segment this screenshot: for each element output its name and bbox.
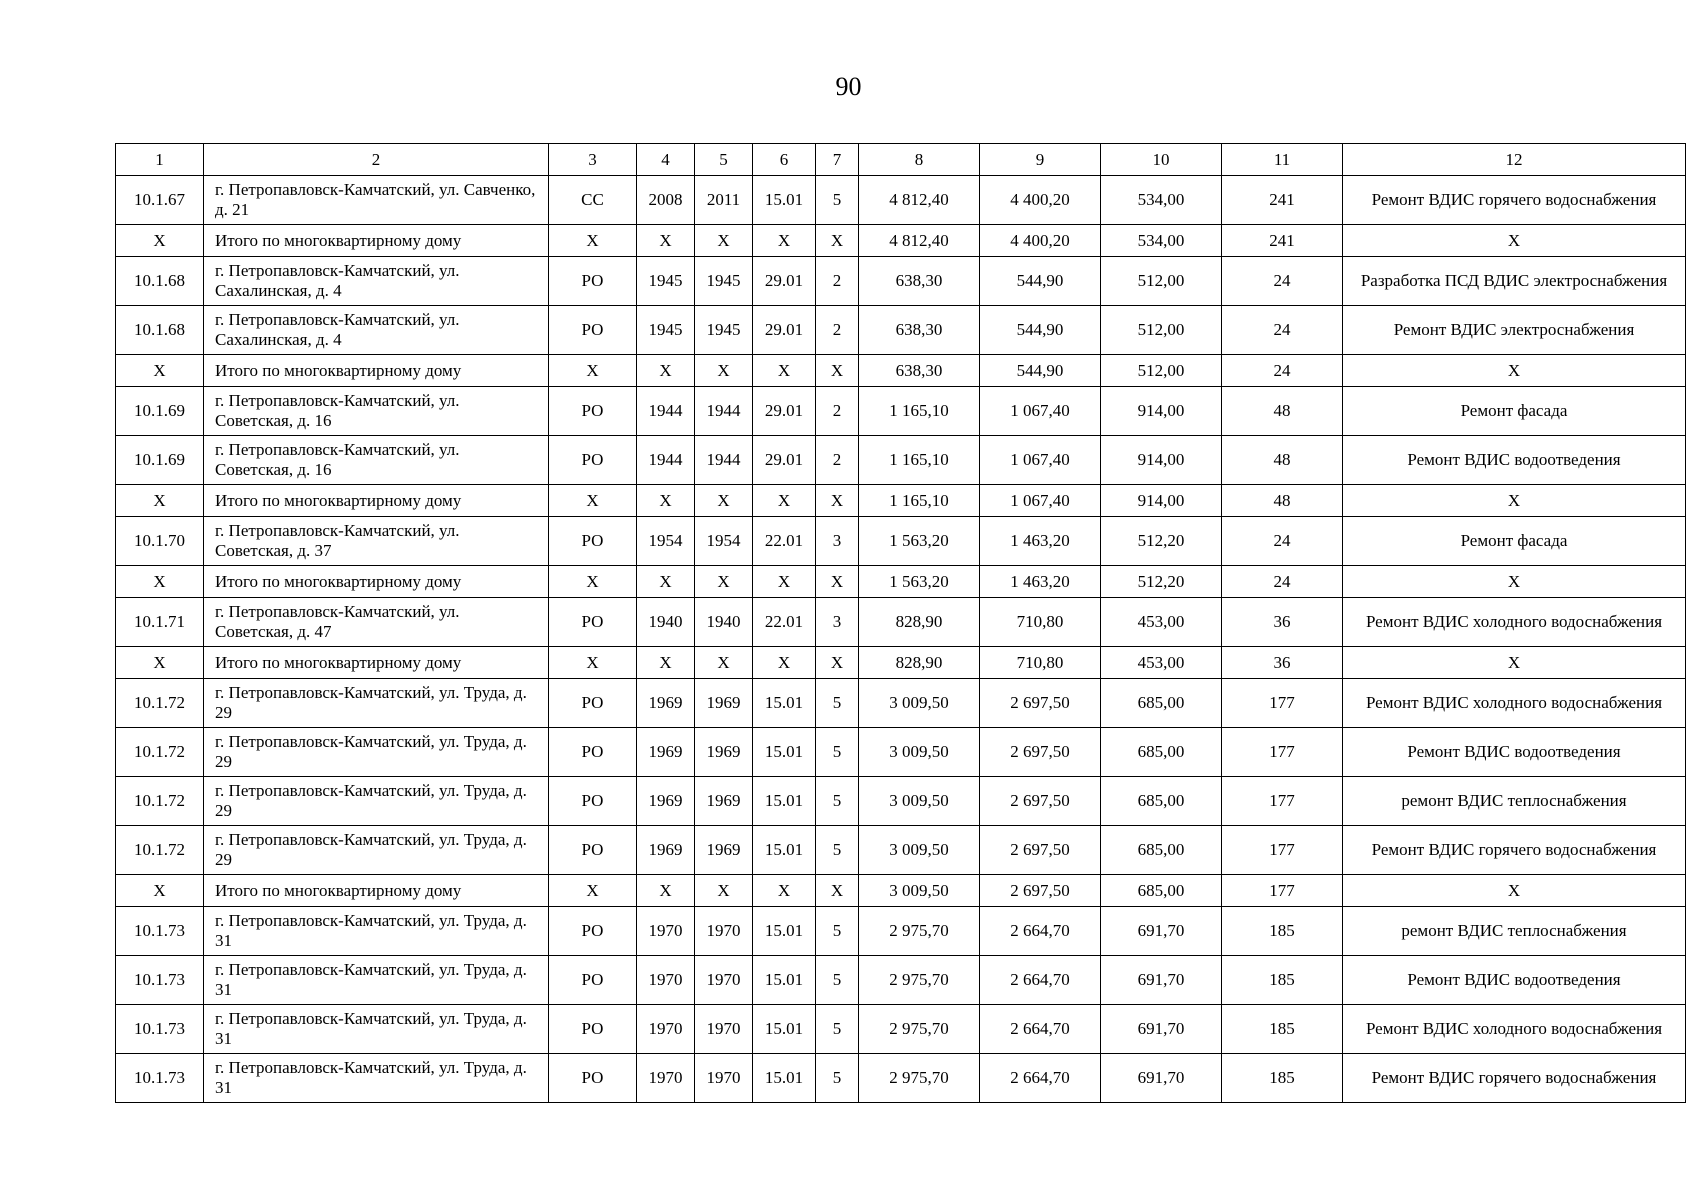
type-cell: РО: [549, 1005, 637, 1054]
year-commissioned-cell: 1945: [695, 257, 753, 306]
type-cell: РО: [549, 517, 637, 566]
year-built-cell: 1969: [637, 728, 695, 777]
residential-area-cell: 710,80: [980, 598, 1101, 647]
residents-cell: 185: [1222, 956, 1343, 1005]
residents-cell: 185: [1222, 1005, 1343, 1054]
table-row: [116, 907, 1686, 956]
address-cell: г. Петропавловск-Камчатский, ул. Советская, д. 16: [204, 387, 549, 436]
work-type-cell: Ремонт фасада: [1343, 387, 1686, 436]
address-cell: г. Петропавловск-Камчатский, ул. Труда, д. 29: [204, 728, 549, 777]
work-type-cell: Ремонт ВДИС холодного водоснабжения: [1343, 598, 1686, 647]
address-cell: г. Петропавловск-Камчатский, ул. Сахалинская, д. 4: [204, 306, 549, 355]
area-10-cell: 453,00: [1101, 598, 1222, 647]
total-area-cell: 3 009,50: [859, 777, 980, 826]
total-area-cell: 4 812,40: [859, 176, 980, 225]
address-cell: г. Петропавловск-Камчатский, ул. Труда, д. 31: [204, 907, 549, 956]
total-area-cell: 1 165,10: [859, 485, 980, 517]
column-number-cell: 7: [816, 144, 859, 176]
year-commissioned-cell: 1969: [695, 826, 753, 875]
wall-material-cell: 15.01: [753, 679, 816, 728]
type-cell: X: [549, 875, 637, 907]
floors-cell: X: [816, 647, 859, 679]
work-type-cell: Ремонт ВДИС горячего водоснабжения: [1343, 1054, 1686, 1103]
residents-cell: 24: [1222, 566, 1343, 598]
address-cell: г. Петропавловск-Камчатский, ул. Сахалинская, д. 4: [204, 257, 549, 306]
type-cell: X: [549, 566, 637, 598]
year-commissioned-cell: 1969: [695, 728, 753, 777]
total-area-cell: 1 563,20: [859, 566, 980, 598]
area-10-cell: 685,00: [1101, 728, 1222, 777]
work-type-cell: Ремонт ВДИС водоотведения: [1343, 956, 1686, 1005]
address-cell: г. Петропавловск-Камчатский, ул. Труда, д. 29: [204, 679, 549, 728]
wall-material-cell: 15.01: [753, 907, 816, 956]
residential-area-cell: 2 697,50: [980, 777, 1101, 826]
work-type-cell: X: [1343, 566, 1686, 598]
total-area-cell: 638,30: [859, 306, 980, 355]
table-row: [116, 598, 1686, 647]
residential-area-cell: 1 463,20: [980, 517, 1101, 566]
year-commissioned-cell: 1969: [695, 679, 753, 728]
year-commissioned-cell: X: [695, 225, 753, 257]
work-type-cell: Ремонт фасада: [1343, 517, 1686, 566]
total-area-cell: 828,90: [859, 598, 980, 647]
area-10-cell: 914,00: [1101, 485, 1222, 517]
wall-material-cell: 22.01: [753, 517, 816, 566]
address-cell: г. Петропавловск-Камчатский, ул. Савченко, д. 21: [204, 176, 549, 225]
total-row: [116, 225, 1686, 257]
residential-area-cell: 544,90: [980, 355, 1101, 387]
wall-material-cell: X: [753, 225, 816, 257]
wall-material-cell: X: [753, 355, 816, 387]
wall-material-cell: X: [753, 485, 816, 517]
area-10-cell: 512,00: [1101, 257, 1222, 306]
year-commissioned-cell: 1954: [695, 517, 753, 566]
residential-area-cell: 4 400,20: [980, 225, 1101, 257]
year-built-cell: 1970: [637, 956, 695, 1005]
year-built-cell: 1945: [637, 257, 695, 306]
type-cell: РО: [549, 956, 637, 1005]
floors-cell: 2: [816, 257, 859, 306]
item-number-cell: X: [116, 566, 204, 598]
wall-material-cell: 29.01: [753, 306, 816, 355]
wall-material-cell: X: [753, 566, 816, 598]
item-number-cell: 10.1.72: [116, 826, 204, 875]
column-number-cell: 2: [204, 144, 549, 176]
floors-cell: 5: [816, 1054, 859, 1103]
address-cell: Итого по многоквартирному дому: [204, 355, 549, 387]
work-type-cell: X: [1343, 875, 1686, 907]
total-area-cell: 2 975,70: [859, 907, 980, 956]
year-commissioned-cell: 1944: [695, 387, 753, 436]
work-type-cell: Ремонт ВДИС холодного водоснабжения: [1343, 1005, 1686, 1054]
item-number-cell: 10.1.70: [116, 517, 204, 566]
table-row: [116, 1054, 1686, 1103]
wall-material-cell: 15.01: [753, 956, 816, 1005]
year-built-cell: 1969: [637, 777, 695, 826]
address-cell: г. Петропавловск-Камчатский, ул. Труда, д. 29: [204, 777, 549, 826]
work-schedule-table: [115, 143, 1686, 1103]
floors-cell: 5: [816, 777, 859, 826]
area-10-cell: 512,00: [1101, 306, 1222, 355]
total-row: [116, 647, 1686, 679]
address-cell: г. Петропавловск-Камчатский, ул. Труда, д. 31: [204, 1005, 549, 1054]
type-cell: СС: [549, 176, 637, 225]
floors-cell: 5: [816, 956, 859, 1005]
residential-area-cell: 544,90: [980, 257, 1101, 306]
residents-cell: 36: [1222, 598, 1343, 647]
floors-cell: 5: [816, 1005, 859, 1054]
area-10-cell: 691,70: [1101, 1054, 1222, 1103]
year-built-cell: 1970: [637, 1005, 695, 1054]
wall-material-cell: 15.01: [753, 1005, 816, 1054]
total-area-cell: 2 975,70: [859, 1054, 980, 1103]
total-area-cell: 1 165,10: [859, 436, 980, 485]
total-area-cell: 638,30: [859, 257, 980, 306]
wall-material-cell: 29.01: [753, 387, 816, 436]
item-number-cell: 10.1.73: [116, 956, 204, 1005]
type-cell: РО: [549, 306, 637, 355]
column-number-cell: 4: [637, 144, 695, 176]
year-built-cell: X: [637, 485, 695, 517]
wall-material-cell: 29.01: [753, 257, 816, 306]
residential-area-cell: 4 400,20: [980, 176, 1101, 225]
type-cell: РО: [549, 387, 637, 436]
wall-material-cell: 15.01: [753, 826, 816, 875]
table-row: [116, 517, 1686, 566]
work-type-cell: Ремонт ВДИС горячего водоснабжения: [1343, 176, 1686, 225]
address-cell: Итого по многоквартирному дому: [204, 647, 549, 679]
wall-material-cell: X: [753, 875, 816, 907]
total-row: [116, 485, 1686, 517]
total-area-cell: 1 563,20: [859, 517, 980, 566]
year-commissioned-cell: 1970: [695, 907, 753, 956]
type-cell: РО: [549, 907, 637, 956]
residents-cell: 177: [1222, 679, 1343, 728]
area-10-cell: 685,00: [1101, 826, 1222, 875]
residents-cell: 177: [1222, 777, 1343, 826]
floors-cell: 3: [816, 598, 859, 647]
total-area-cell: 3 009,50: [859, 728, 980, 777]
work-type-cell: Ремонт ВДИС холодного водоснабжения: [1343, 679, 1686, 728]
table-row: [116, 728, 1686, 777]
work-type-cell: Ремонт ВДИС водоотведения: [1343, 728, 1686, 777]
area-10-cell: 453,00: [1101, 647, 1222, 679]
total-area-cell: 3 009,50: [859, 826, 980, 875]
work-type-cell: Ремонт ВДИС электроснабжения: [1343, 306, 1686, 355]
address-cell: г. Петропавловск-Камчатский, ул. Труда, д. 31: [204, 956, 549, 1005]
residential-area-cell: 2 664,70: [980, 956, 1101, 1005]
year-built-cell: 1954: [637, 517, 695, 566]
address-cell: Итого по многоквартирному дому: [204, 566, 549, 598]
work-type-cell: X: [1343, 355, 1686, 387]
item-number-cell: 10.1.73: [116, 1054, 204, 1103]
floors-cell: 5: [816, 907, 859, 956]
residents-cell: 241: [1222, 176, 1343, 225]
year-commissioned-cell: 1940: [695, 598, 753, 647]
table-row: [116, 679, 1686, 728]
total-area-cell: 3 009,50: [859, 875, 980, 907]
residential-area-cell: 1 067,40: [980, 485, 1101, 517]
item-number-cell: 10.1.67: [116, 176, 204, 225]
address-cell: г. Петропавловск-Камчатский, ул. Советская, д. 37: [204, 517, 549, 566]
residents-cell: 48: [1222, 436, 1343, 485]
type-cell: РО: [549, 777, 637, 826]
year-built-cell: 1944: [637, 387, 695, 436]
item-number-cell: 10.1.68: [116, 257, 204, 306]
wall-material-cell: X: [753, 647, 816, 679]
item-number-cell: X: [116, 225, 204, 257]
residents-cell: 36: [1222, 647, 1343, 679]
area-10-cell: 685,00: [1101, 875, 1222, 907]
column-number-row: [116, 144, 1686, 176]
floors-cell: X: [816, 485, 859, 517]
total-row: [116, 875, 1686, 907]
floors-cell: 5: [816, 826, 859, 875]
item-number-cell: 10.1.68: [116, 306, 204, 355]
item-number-cell: 10.1.69: [116, 387, 204, 436]
residents-cell: 185: [1222, 1054, 1343, 1103]
column-number-cell: 1: [116, 144, 204, 176]
residential-area-cell: 1 067,40: [980, 387, 1101, 436]
area-10-cell: 914,00: [1101, 436, 1222, 485]
item-number-cell: 10.1.73: [116, 1005, 204, 1054]
total-area-cell: 2 975,70: [859, 956, 980, 1005]
table-body: [116, 144, 1686, 1103]
residential-area-cell: 2 664,70: [980, 907, 1101, 956]
residents-cell: 24: [1222, 517, 1343, 566]
year-built-cell: 1944: [637, 436, 695, 485]
area-10-cell: 685,00: [1101, 777, 1222, 826]
wall-material-cell: 15.01: [753, 1054, 816, 1103]
type-cell: РО: [549, 436, 637, 485]
work-type-cell: X: [1343, 225, 1686, 257]
year-commissioned-cell: 1944: [695, 436, 753, 485]
address-cell: г. Петропавловск-Камчатский, ул. Советская, д. 16: [204, 436, 549, 485]
residential-area-cell: 2 664,70: [980, 1005, 1101, 1054]
residents-cell: 24: [1222, 306, 1343, 355]
total-area-cell: 3 009,50: [859, 679, 980, 728]
column-number-cell: 5: [695, 144, 753, 176]
work-type-cell: Ремонт ВДИС водоотведения: [1343, 436, 1686, 485]
page-number: 90: [835, 72, 862, 101]
item-number-cell: 10.1.72: [116, 777, 204, 826]
residential-area-cell: 2 664,70: [980, 1054, 1101, 1103]
floors-cell: 2: [816, 306, 859, 355]
residents-cell: 177: [1222, 826, 1343, 875]
residents-cell: 177: [1222, 875, 1343, 907]
year-commissioned-cell: 2011: [695, 176, 753, 225]
item-number-cell: X: [116, 485, 204, 517]
wall-material-cell: 29.01: [753, 436, 816, 485]
wall-material-cell: 15.01: [753, 777, 816, 826]
floors-cell: X: [816, 355, 859, 387]
work-type-cell: ремонт ВДИС теплоснабжения: [1343, 777, 1686, 826]
floors-cell: X: [816, 566, 859, 598]
total-row: [116, 566, 1686, 598]
column-number-cell: 11: [1222, 144, 1343, 176]
residential-area-cell: 544,90: [980, 306, 1101, 355]
year-commissioned-cell: X: [695, 485, 753, 517]
floors-cell: 3: [816, 517, 859, 566]
total-area-cell: 1 165,10: [859, 387, 980, 436]
table-row: [116, 956, 1686, 1005]
work-type-cell: ремонт ВДИС теплоснабжения: [1343, 907, 1686, 956]
residents-cell: 24: [1222, 257, 1343, 306]
table-row: [116, 777, 1686, 826]
type-cell: X: [549, 647, 637, 679]
type-cell: РО: [549, 728, 637, 777]
total-area-cell: 2 975,70: [859, 1005, 980, 1054]
type-cell: X: [549, 355, 637, 387]
type-cell: X: [549, 485, 637, 517]
residential-area-cell: 710,80: [980, 647, 1101, 679]
area-10-cell: 534,00: [1101, 176, 1222, 225]
address-cell: г. Петропавловск-Камчатский, ул. Советская, д. 47: [204, 598, 549, 647]
type-cell: РО: [549, 257, 637, 306]
area-10-cell: 512,20: [1101, 517, 1222, 566]
work-type-cell: Разработка ПСД ВДИС электроснабжения: [1343, 257, 1686, 306]
wall-material-cell: 15.01: [753, 176, 816, 225]
area-10-cell: 691,70: [1101, 1005, 1222, 1054]
table-row: [116, 1005, 1686, 1054]
residential-area-cell: 1 463,20: [980, 566, 1101, 598]
area-10-cell: 914,00: [1101, 387, 1222, 436]
area-10-cell: 691,70: [1101, 907, 1222, 956]
wall-material-cell: 15.01: [753, 728, 816, 777]
item-number-cell: X: [116, 647, 204, 679]
residential-area-cell: 2 697,50: [980, 679, 1101, 728]
floors-cell: 5: [816, 176, 859, 225]
table-row: [116, 387, 1686, 436]
year-commissioned-cell: 1945: [695, 306, 753, 355]
column-number-cell: 9: [980, 144, 1101, 176]
year-built-cell: 1969: [637, 679, 695, 728]
area-10-cell: 512,00: [1101, 355, 1222, 387]
table-row: [116, 306, 1686, 355]
address-cell: Итого по многоквартирному дому: [204, 225, 549, 257]
year-built-cell: 1940: [637, 598, 695, 647]
table-row: [116, 257, 1686, 306]
address-cell: г. Петропавловск-Камчатский, ул. Труда, д. 31: [204, 1054, 549, 1103]
year-commissioned-cell: 1970: [695, 1054, 753, 1103]
residential-area-cell: 1 067,40: [980, 436, 1101, 485]
total-area-cell: 638,30: [859, 355, 980, 387]
type-cell: X: [549, 225, 637, 257]
total-row: [116, 355, 1686, 387]
address-cell: Итого по многоквартирному дому: [204, 485, 549, 517]
year-built-cell: 1969: [637, 826, 695, 875]
year-commissioned-cell: 1970: [695, 1005, 753, 1054]
table-row: [116, 436, 1686, 485]
type-cell: РО: [549, 598, 637, 647]
floors-cell: 2: [816, 387, 859, 436]
year-built-cell: X: [637, 647, 695, 679]
type-cell: РО: [549, 1054, 637, 1103]
residents-cell: 48: [1222, 387, 1343, 436]
address-cell: Итого по многоквартирному дому: [204, 875, 549, 907]
area-10-cell: 534,00: [1101, 225, 1222, 257]
residents-cell: 241: [1222, 225, 1343, 257]
item-number-cell: X: [116, 355, 204, 387]
residents-cell: 48: [1222, 485, 1343, 517]
column-number-cell: 6: [753, 144, 816, 176]
wall-material-cell: 22.01: [753, 598, 816, 647]
area-10-cell: 512,20: [1101, 566, 1222, 598]
work-type-cell: Ремонт ВДИС горячего водоснабжения: [1343, 826, 1686, 875]
floors-cell: 5: [816, 728, 859, 777]
item-number-cell: 10.1.72: [116, 679, 204, 728]
column-number-cell: 8: [859, 144, 980, 176]
type-cell: РО: [549, 679, 637, 728]
residents-cell: 24: [1222, 355, 1343, 387]
year-commissioned-cell: 1970: [695, 956, 753, 1005]
floors-cell: 2: [816, 436, 859, 485]
area-10-cell: 691,70: [1101, 956, 1222, 1005]
total-area-cell: 4 812,40: [859, 225, 980, 257]
table-row: [116, 826, 1686, 875]
year-commissioned-cell: X: [695, 647, 753, 679]
year-commissioned-cell: 1969: [695, 777, 753, 826]
work-type-cell: X: [1343, 485, 1686, 517]
year-built-cell: 1970: [637, 1054, 695, 1103]
residential-area-cell: 2 697,50: [980, 875, 1101, 907]
year-built-cell: X: [637, 566, 695, 598]
item-number-cell: 10.1.73: [116, 907, 204, 956]
column-number-cell: 12: [1343, 144, 1686, 176]
item-number-cell: X: [116, 875, 204, 907]
floors-cell: X: [816, 875, 859, 907]
year-built-cell: X: [637, 225, 695, 257]
year-commissioned-cell: X: [695, 875, 753, 907]
item-number-cell: 10.1.69: [116, 436, 204, 485]
year-built-cell: X: [637, 875, 695, 907]
year-built-cell: X: [637, 355, 695, 387]
work-type-cell: X: [1343, 647, 1686, 679]
floors-cell: 5: [816, 679, 859, 728]
column-number-cell: 3: [549, 144, 637, 176]
address-cell: г. Петропавловск-Камчатский, ул. Труда, д. 29: [204, 826, 549, 875]
year-built-cell: 1945: [637, 306, 695, 355]
item-number-cell: 10.1.72: [116, 728, 204, 777]
residential-area-cell: 2 697,50: [980, 826, 1101, 875]
residential-area-cell: 2 697,50: [980, 728, 1101, 777]
area-10-cell: 685,00: [1101, 679, 1222, 728]
year-commissioned-cell: X: [695, 355, 753, 387]
year-built-cell: 2008: [637, 176, 695, 225]
item-number-cell: 10.1.71: [116, 598, 204, 647]
table-row: [116, 176, 1686, 225]
year-commissioned-cell: X: [695, 566, 753, 598]
total-area-cell: 828,90: [859, 647, 980, 679]
year-built-cell: 1970: [637, 907, 695, 956]
residents-cell: 185: [1222, 907, 1343, 956]
column-number-cell: 10: [1101, 144, 1222, 176]
floors-cell: X: [816, 225, 859, 257]
residents-cell: 177: [1222, 728, 1343, 777]
type-cell: РО: [549, 826, 637, 875]
